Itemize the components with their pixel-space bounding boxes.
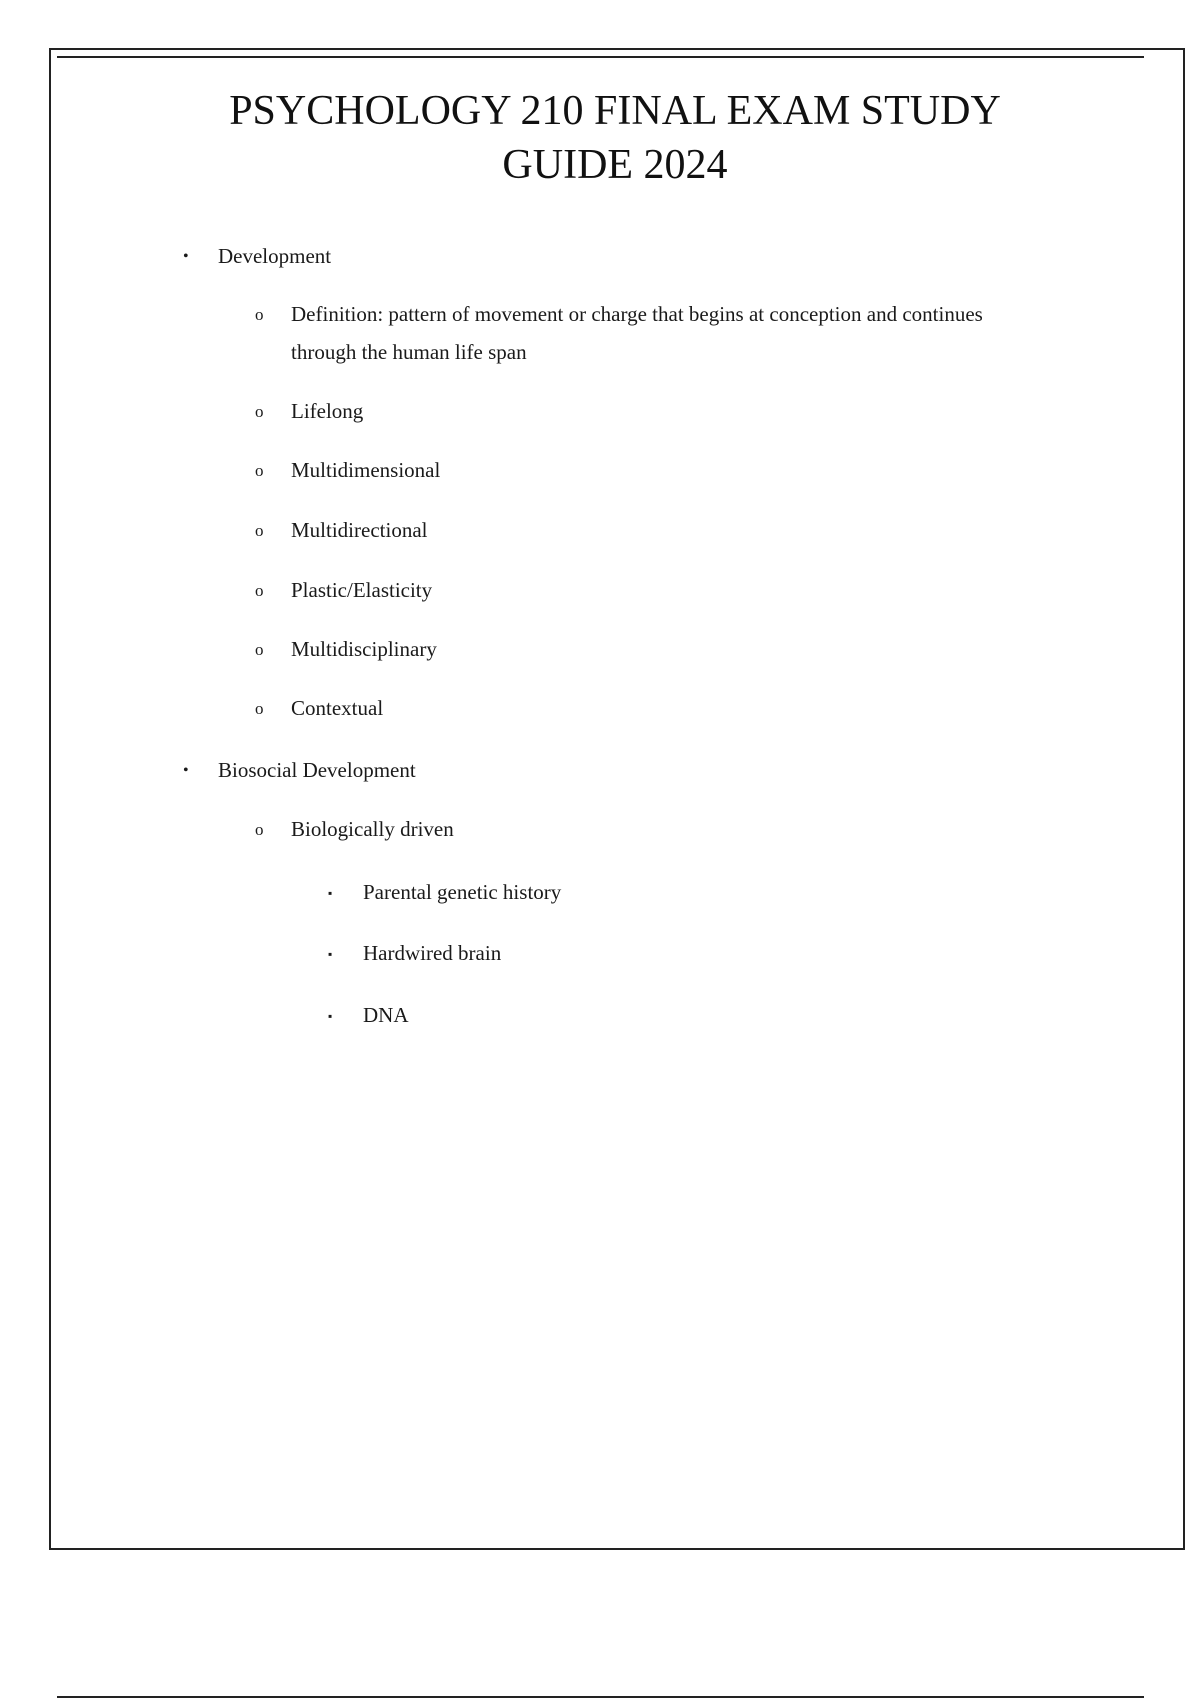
- bullet-icon: •: [183, 762, 189, 779]
- outline-item-dna: DNA: [363, 1003, 409, 1027]
- circle-bullet-icon: o: [255, 461, 264, 480]
- document-title-line2: GUIDE 2024: [502, 142, 728, 188]
- top-rule: [57, 56, 1144, 58]
- outline-item-plastic-elasticity: Plastic/Elasticity: [291, 578, 433, 602]
- outline-item-hardwired-brain: Hardwired brain: [363, 941, 502, 965]
- square-bullet-icon: ▪: [328, 1009, 333, 1023]
- outline-item-biologically-driven: Biologically driven: [291, 817, 454, 841]
- outline-item-development: Development: [218, 244, 332, 268]
- document-title-line1: PSYCHOLOGY 210 FINAL EXAM STUDY: [229, 88, 1001, 134]
- square-bullet-icon: ▪: [328, 886, 333, 900]
- bottom-rule: [57, 1696, 1144, 1698]
- outline-item-definition-line1: Definition: pattern of movement or charge that begins at conception and continues: [291, 302, 983, 326]
- outline-item-multidisciplinary: Multidisciplinary: [291, 637, 437, 661]
- circle-bullet-icon: o: [255, 521, 264, 540]
- square-bullet-icon: ▪: [328, 947, 333, 961]
- outline-item-definition-line2: through the human life span: [291, 340, 527, 364]
- outline-item-multidirectional: Multidirectional: [291, 518, 428, 542]
- document-title: [160, 84, 1070, 192]
- circle-bullet-icon: o: [255, 640, 264, 659]
- circle-bullet-icon: o: [255, 820, 264, 839]
- circle-bullet-icon: o: [255, 402, 264, 421]
- circle-bullet-icon: o: [255, 305, 264, 324]
- outline-item-biosocial-development: Biosocial Development: [218, 758, 416, 782]
- outline-item-parental-genetic-history: Parental genetic history: [363, 880, 562, 904]
- circle-bullet-icon: o: [255, 699, 264, 718]
- outline-item-lifelong: Lifelong: [291, 399, 364, 423]
- bullet-icon: •: [183, 248, 189, 265]
- outline-item-contextual: Contextual: [291, 696, 384, 720]
- outline-item-multidimensional: Multidimensional: [291, 458, 441, 482]
- circle-bullet-icon: o: [255, 581, 264, 600]
